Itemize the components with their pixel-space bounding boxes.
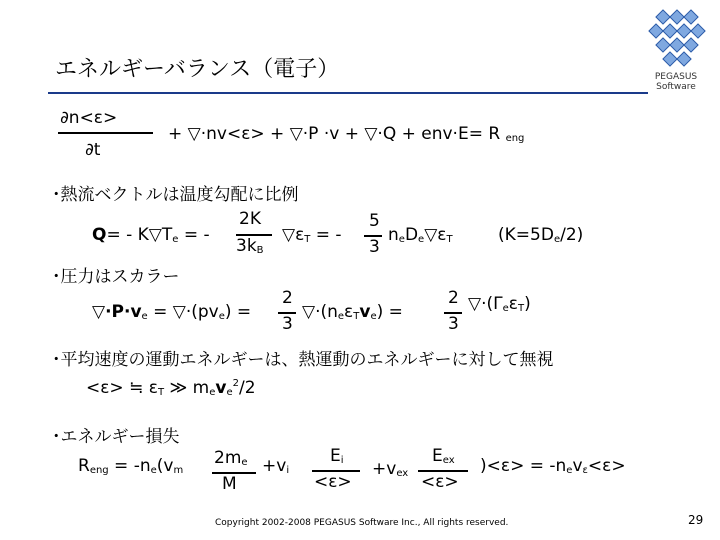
- el-lhs3-sub: m: [173, 465, 184, 476]
- heat-flux-d: D: [404, 225, 419, 245]
- pressure-tail-sub1: e: [502, 303, 509, 314]
- el-tail-sub: e: [566, 465, 573, 476]
- heat-flux-frac2-den: 3: [369, 237, 380, 257]
- pressure-lhs-text: ▽·P·v: [92, 302, 142, 322]
- el-tail3: <ε>: [587, 456, 626, 476]
- pressure-tail-sub2: T: [517, 303, 525, 314]
- energy-loss-lhs: [78, 456, 183, 476]
- ke-expr-sub: T: [157, 387, 165, 398]
- pressure-tail-end: ): [524, 294, 531, 314]
- el-plus2-sub: ex: [396, 468, 409, 479]
- k-def-sub: e: [553, 234, 561, 245]
- bullet-heat-flux: ･熱流ベクトルは温度勾配に比例: [52, 185, 299, 205]
- el-frac3-num-sub: ex: [442, 455, 455, 466]
- energy-loss-frac2-den: <ε>: [314, 472, 352, 492]
- el-frac2-num-text: E: [330, 446, 341, 466]
- ke-expr2: ≫ m: [164, 378, 210, 398]
- pressure-mid: [302, 302, 403, 322]
- logo-line1: PEGASUS: [654, 72, 698, 82]
- el-frac1-num-sub: e: [241, 457, 248, 468]
- k-def-end: /2): [560, 225, 584, 245]
- el-frac2-num-sub: i: [340, 455, 344, 466]
- el-plus2-text: +v: [372, 459, 397, 479]
- energy-loss-frac3-num: [432, 446, 455, 466]
- ke-expr-text: <ε> ≒ ε: [86, 378, 158, 398]
- eq1-rhs: [168, 124, 524, 144]
- el-frac1-num-text: 2m: [214, 448, 242, 468]
- el-plus1-text: +v: [262, 456, 287, 476]
- heat-flux-lhs: $Q= - K▽T_e$ = -: [92, 225, 210, 245]
- heat-flux-frac1-den-sub: B: [256, 245, 264, 256]
- ke-expr3-sub: e: [226, 387, 233, 398]
- bullet-energy-loss: ･エネルギー損失: [52, 427, 180, 447]
- pressure-mid-sub1: e: [337, 311, 345, 322]
- el-plus1-sub: i: [286, 465, 290, 476]
- ke-expr3-sup: 2: [232, 378, 239, 389]
- eq1-fraction-bar: [58, 132, 153, 134]
- el-tail2: v: [572, 456, 583, 476]
- ke-expr2-sub: e: [209, 387, 216, 398]
- heat-flux-lhs-sub: e: [172, 234, 179, 245]
- pressure-mid-v: v: [359, 302, 371, 322]
- el-lhs3: (v: [156, 456, 174, 476]
- heat-flux-k-def: [498, 225, 583, 245]
- eq1-denominator: ∂t: [85, 140, 101, 160]
- heat-flux-frac2-num: 5: [369, 211, 380, 231]
- el-frac3-num-text: E: [432, 446, 443, 466]
- el-tail-text: )<ε> = -n: [480, 456, 567, 476]
- title-underline: [48, 92, 648, 94]
- heat-flux-n: n: [388, 225, 399, 245]
- pressure-eq1: = ▽·(pv: [153, 302, 219, 322]
- heat-flux-d-sub: e: [418, 234, 425, 245]
- bullet-pressure: ･圧力はスカラー: [52, 267, 180, 287]
- el-lhs-sub: eng: [89, 465, 109, 476]
- pressure-lhs: [92, 302, 251, 322]
- pressure-mid-end: ) =: [376, 302, 403, 322]
- pressure-tail-eps: ε: [508, 294, 518, 314]
- el-tail2-sub: ε: [582, 465, 588, 476]
- heat-flux-nabla: [282, 225, 342, 245]
- copyright-footer: Copyright 2002-2008 PEGASUS Software Inc., All rights reserved.: [215, 518, 509, 528]
- energy-loss-frac1-den: M: [222, 474, 237, 494]
- pressure-eq1-sub: e: [218, 311, 225, 322]
- heat-flux-nabla-sub: T: [304, 234, 311, 245]
- eq1-numerator: ∂n<ε>: [60, 108, 118, 128]
- pressure-lhs-sub: e: [141, 311, 148, 322]
- pressure-mid-sub2: T: [353, 311, 360, 322]
- pressure-tail-text: ▽·(Γ: [468, 294, 503, 314]
- pressure-eq1-end: ) =: [224, 302, 252, 322]
- kinetic-energy-expr: [86, 378, 256, 398]
- bullet-kinetic-energy: ･平均速度の運動エネルギーは、熱運動のエネルギーに対して無視: [52, 350, 554, 370]
- pressure-frac2-num: 2: [448, 288, 459, 308]
- pressure-tail: [468, 294, 531, 314]
- pressure-mid-text: ▽·(n: [302, 302, 338, 322]
- el-lhs2-sub: e: [150, 465, 157, 476]
- heat-flux-frac1-den-text: 3k: [236, 236, 257, 256]
- q-symbol: Q: [92, 225, 107, 245]
- pressure-mid-eps: ε: [344, 302, 354, 322]
- energy-loss-frac3-den: <ε>: [421, 472, 459, 492]
- eq1-rhs-sub: eng: [505, 133, 525, 144]
- energy-loss-plus1: [262, 456, 289, 476]
- k-def-text: (K=5D: [498, 225, 554, 245]
- heat-flux-tail: [388, 225, 453, 245]
- heat-flux-tail-text: ▽ε: [424, 225, 447, 245]
- logo-text: [640, 72, 712, 92]
- ke-expr3: v: [215, 378, 227, 398]
- eq1-rhs-text: + ▽·nv<ε> + ▽·P ·v + ▽·Q + env·E= R: [168, 124, 501, 144]
- pressure-frac1-num: 2: [282, 288, 293, 308]
- ke-expr4: /2: [239, 378, 256, 398]
- el-lhs2: = -n: [108, 456, 151, 476]
- heat-flux-frac1-den: [236, 236, 264, 256]
- heat-flux-mid: = -: [183, 225, 210, 245]
- energy-loss-frac2-num: [330, 446, 344, 466]
- heat-flux-n-sub: e: [398, 234, 405, 245]
- energy-loss-frac1-num: [214, 448, 248, 468]
- el-lhs-text: R: [78, 456, 90, 476]
- pressure-frac2-den: 3: [448, 314, 459, 334]
- heat-flux-nabla-text: ▽ε: [282, 225, 305, 245]
- energy-loss-tail: [480, 456, 626, 476]
- heat-flux-eq-minus: = -: [315, 225, 342, 245]
- pressure-mid-sub3: e: [370, 311, 377, 322]
- pressure-frac1-den: 3: [282, 314, 293, 334]
- heat-flux-frac1-num: 2K: [239, 209, 261, 229]
- page-number: 29: [688, 513, 704, 527]
- heat-flux-tail-sub: T: [446, 234, 453, 245]
- logo-line2: Software: [656, 82, 696, 92]
- slide-title: エネルギーバランス（電子）: [55, 57, 340, 82]
- energy-loss-plus2: [372, 459, 408, 479]
